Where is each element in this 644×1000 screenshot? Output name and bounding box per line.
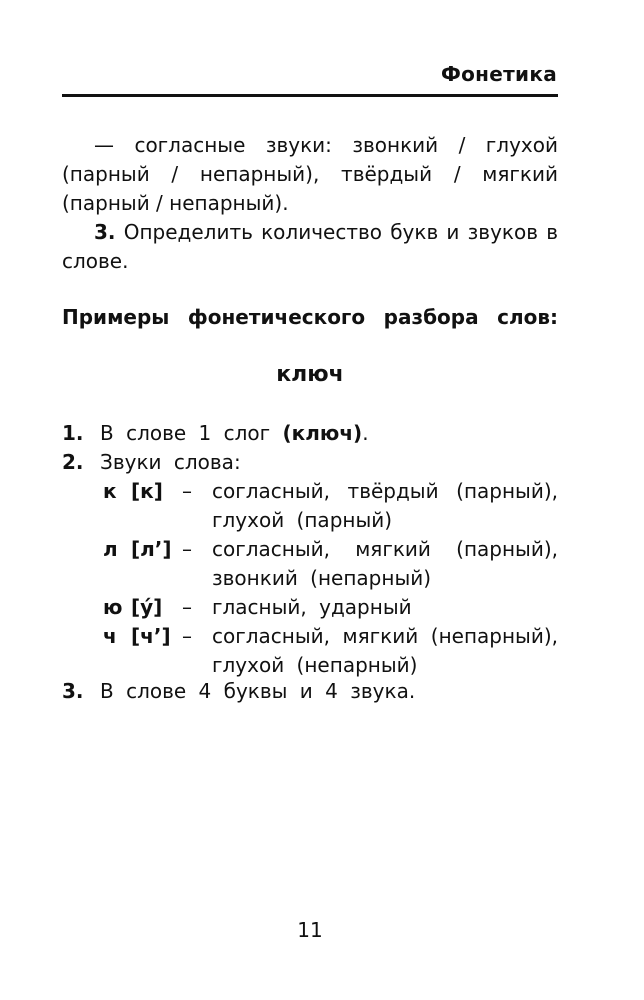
sound-description-cont: глухой (непарный) [212,653,418,677]
sound-transcription: [у́] [131,595,163,619]
sound-description: согласный, мягкий (парный), [212,537,558,561]
step-3-text: Определить количество букв и звуков в слове. [62,220,558,273]
sound-description-cont: звонкий (непарный) [212,566,432,590]
sound-letter: к [103,479,117,503]
item-number: 3. [62,679,84,703]
sound-description: гласный, ударный [212,595,412,619]
syllable-word: (ключ) [282,421,363,445]
analysis-item-3 [62,677,415,706]
dash: – [182,479,192,503]
analysis-item-2 [62,448,241,477]
item-number: 1. [62,421,84,445]
header-divider [62,94,558,97]
item-text: В слове 1 слог [100,421,283,445]
sound-transcription: [к] [131,479,163,503]
sound-letter: л [103,537,118,561]
sound-transcription: [л’] [131,537,172,561]
sound-letter: ю [103,595,123,619]
step-3-paragraph [62,218,558,276]
item-text: В слове 4 буквы и 4 звука. [100,679,416,703]
sound-letter: ч [103,624,117,648]
example-word: ключ [276,362,344,387]
sound-description: согласный, твёрдый (парный), [212,479,558,503]
section-title: Фонетика [440,62,557,86]
dash: – [182,537,192,561]
item-number: 2. [62,450,84,474]
step-3-number: 3. [94,220,116,244]
dash: – [182,624,192,648]
examples-heading: Примеры фонетического разбора слов: [62,305,558,329]
item-text: Звуки слова: [100,450,241,474]
sound-transcription: [ч’] [131,624,171,648]
sound-description-cont: глухой (парный) [212,508,393,532]
sound-description: согласный, мягкий (непарный), [212,624,558,648]
item-text-end: . [362,421,369,445]
consonant-sounds-paragraph: — согласные звуки: звонкий / глухой (парный / непарный), твёрдый / мягкий (парный / непарный). [62,133,558,215]
page-number: 11 [297,918,323,942]
dash: – [182,595,192,619]
analysis-item-1 [62,419,369,448]
